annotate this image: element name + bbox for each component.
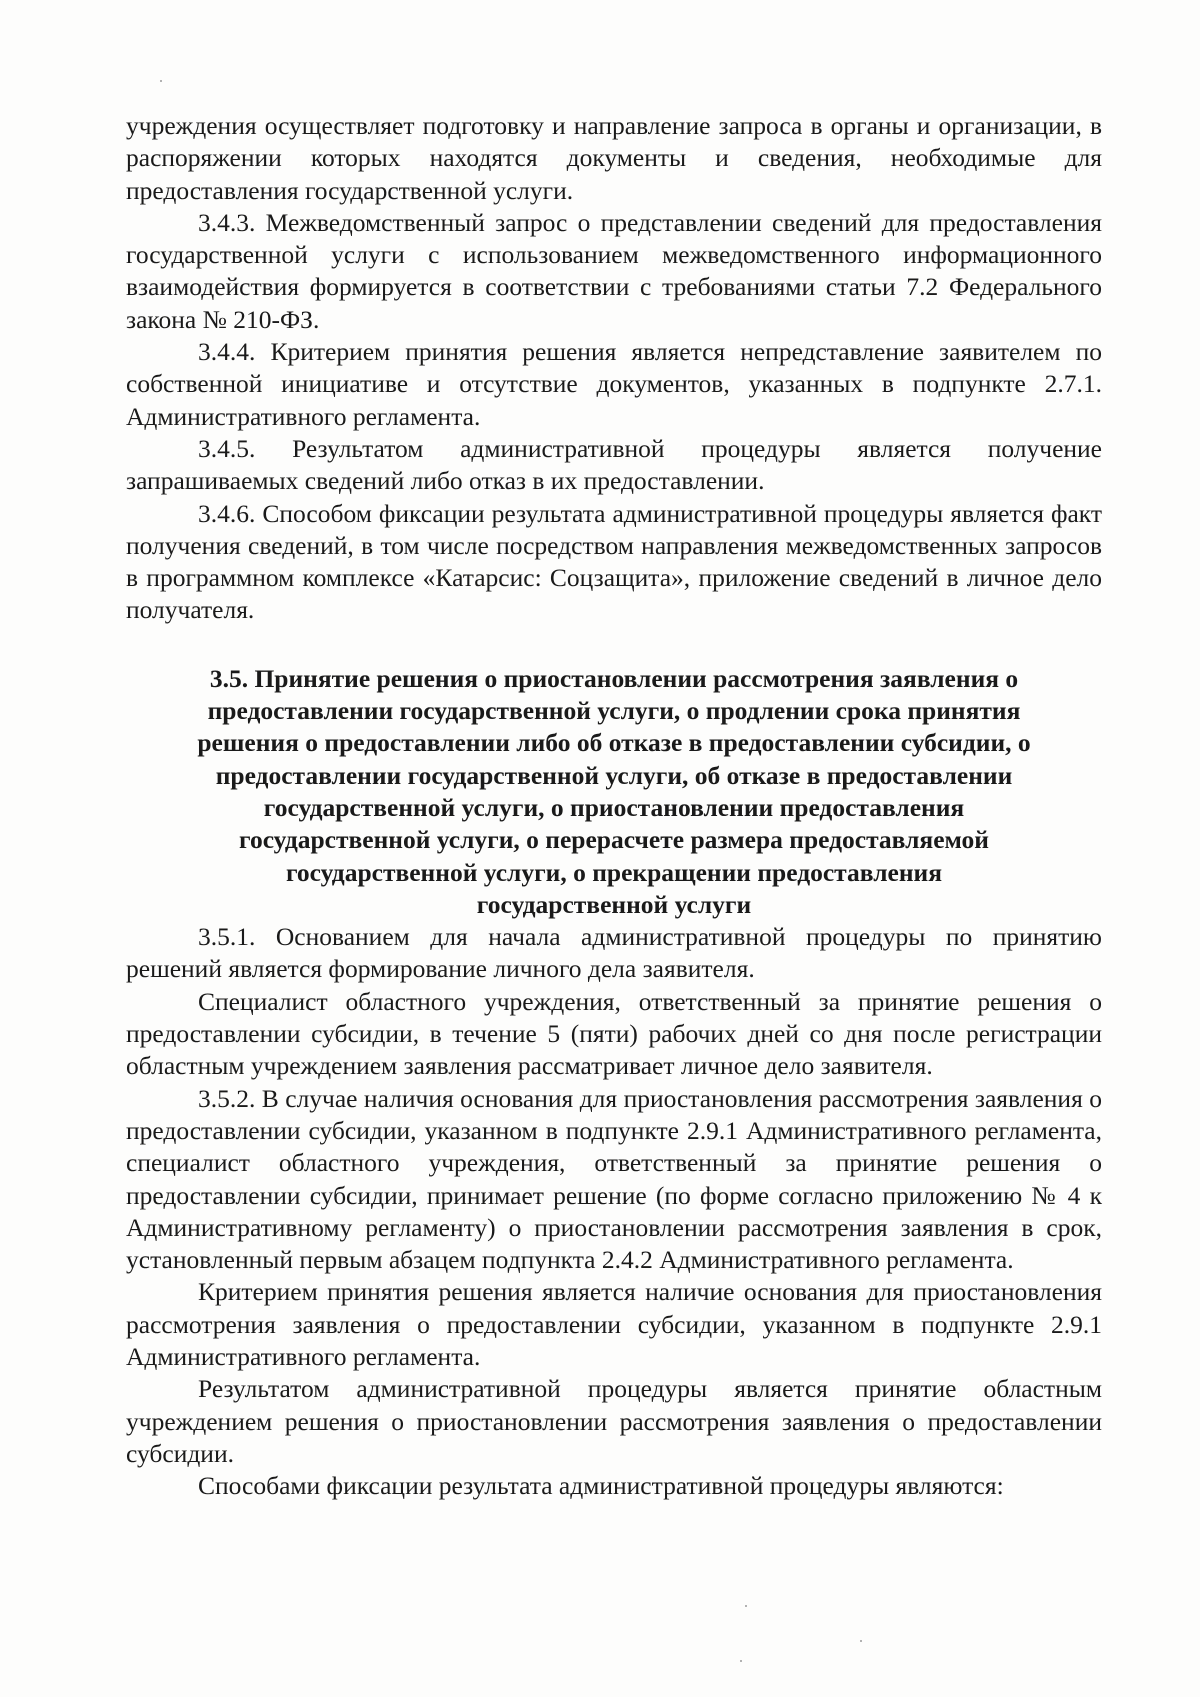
paragraph-fixation-methods: Способами фиксации результата административной процедуры являются: bbox=[198, 1471, 1004, 1501]
heading-line: решения о предоставлении либо об отказе в предоставлении субсидии, о bbox=[197, 728, 1031, 758]
scan-speck bbox=[860, 1640, 862, 1642]
paragraph-decision-criterion: Критерием принятия решения является наличие основания для приостановления рассмотрения заявления о предоставлении субсидии, указанном в подпункте 2.9.1 Административного регламента. bbox=[126, 1277, 1102, 1371]
paragraph-procedure-result: Результатом административной процедуры является принятие областным учреждением решения о приостановлении рассмотрения заявления о предоставлении субсидии. bbox=[126, 1374, 1102, 1468]
paragraph-3-5-2: 3.5.2. В случае наличия основания для приостановления рассмотрения заявления о предоставлении субсидии, указанном в подпункте 2.9.1 Административного регламента, специалист областного учреждения, ответственный за принятие решения о предоставлении субсидии, принимает решение (по форме согласно приложению № 4 к Административному регламенту) о приостановлении рассмотрения заявления в срок, установленный первым абзацем подпункта 2.4.2 Административного регламента. bbox=[126, 1083, 1102, 1275]
section-heading-3-5 bbox=[126, 663, 1102, 921]
heading-line: государственной услуги, о приостановлении предоставления bbox=[263, 792, 965, 822]
heading-line: государственной услуги bbox=[476, 889, 752, 919]
paragraph-3-4-4: 3.4.4. Критерием принятия решения является непредставление заявителем по собственной инициативе и отсутствие документов, указанных в подпункте 2.7.1. Административного регламента. bbox=[126, 337, 1102, 431]
paragraph-3-4-6: 3.4.6. Способом фиксации результата административной процедуры является факт получения сведений, в том числе посредством направления межведомственных запросов в программном комплексе «Катарсис: Соцзащита», приложение сведений в личное дело получателя. bbox=[126, 498, 1102, 625]
heading-line: государственной услуги, о прекращении предоставления bbox=[285, 857, 943, 887]
paragraph-3-4-3: 3.4.3. Межведомственный запрос о представлении сведений для предоставления государственной услуги с использованием межведомственного информационного взаимодействия формируется в соответствии с требованиями статьи 7.2 Федерального закона № 210-ФЗ. bbox=[126, 207, 1102, 334]
scan-speck bbox=[160, 80, 162, 82]
heading-line: предоставлении государственной услуги, о продлении срока принятия bbox=[207, 696, 1021, 726]
scan-speck bbox=[745, 1605, 747, 1607]
paragraph-3-4-5: 3.4.5. Результатом административной процедуры является получение запрашиваемых сведений либо отказ в их предоставлении. bbox=[126, 433, 1102, 496]
document-body bbox=[126, 110, 1102, 1502]
paragraph-specialist-review: Специалист областного учреждения, ответственный за принятие решения о предоставлении субсидии, в течение 5 (пяти) рабочих дней со дня после регистрации областным учреждением заявления рассматривает личное дело заявителя. bbox=[126, 986, 1102, 1081]
heading-line: 3.5. Принятие решения о приостановлении рассмотрения заявления о bbox=[209, 663, 1019, 693]
paragraph-request-preparation: учреждения осуществляет подготовку и направление запроса в органы и организации, в распоряжении которых находятся документы и сведения, необходимые для предоставления государственной услуги. bbox=[126, 111, 1102, 205]
heading-line: предоставлении государственной услуги, об отказе в предоставлении bbox=[215, 760, 1013, 790]
scan-speck bbox=[740, 1660, 742, 1662]
heading-line: государственной услуги, о перерасчете размера предоставляемой bbox=[239, 825, 989, 855]
paragraph-3-5-1: 3.5.1. Основанием для начала административной процедуры по принятию решений является формирование личного дела заявителя. bbox=[126, 922, 1102, 984]
